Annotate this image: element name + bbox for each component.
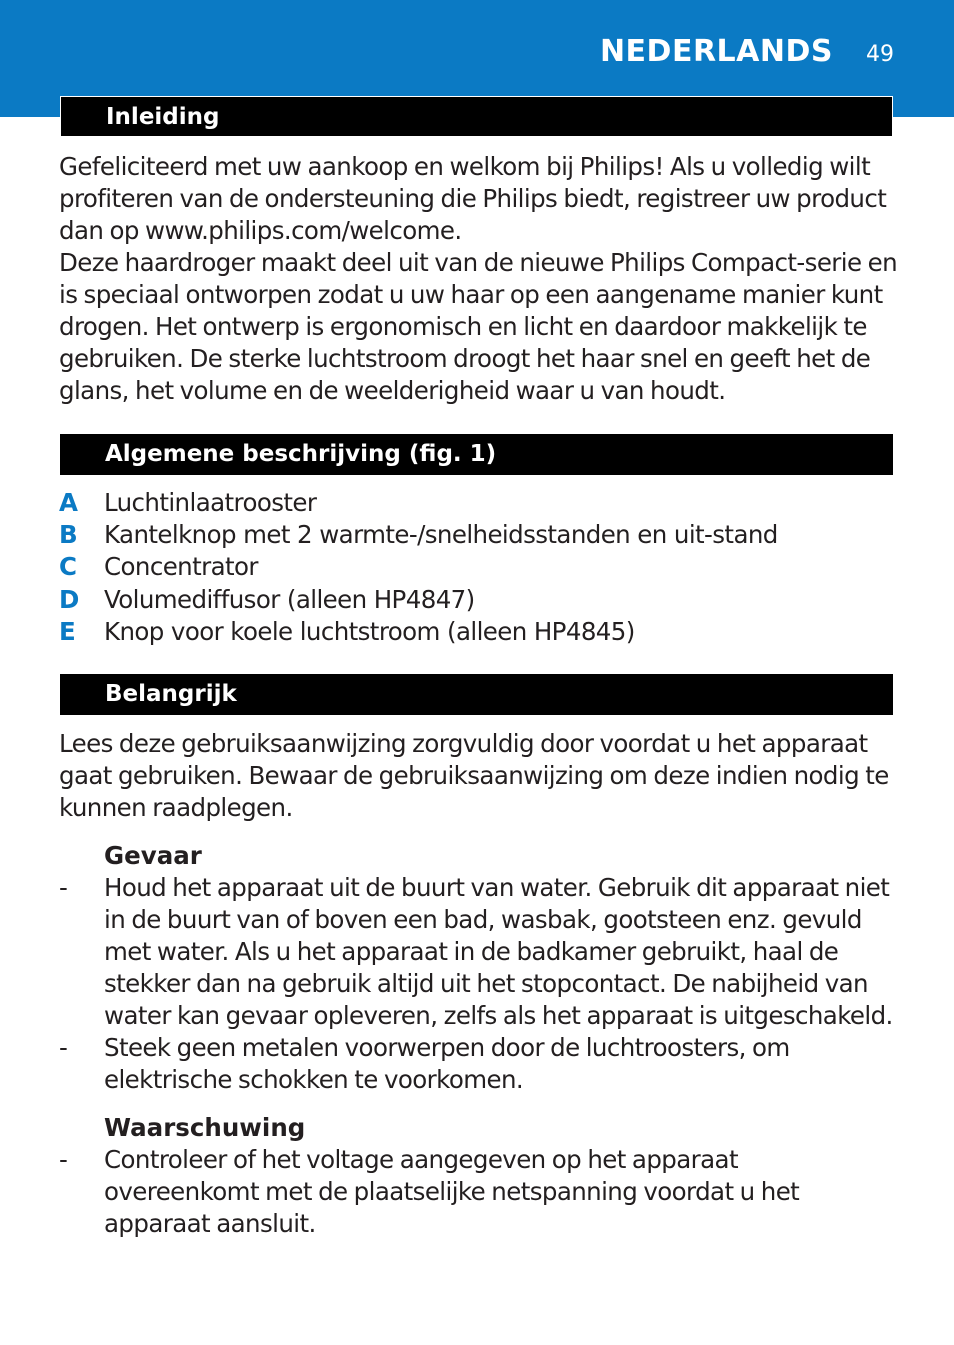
danger-heading: Gevaar [104, 841, 202, 870]
danger-item-text: Steek geen metalen voorwerpen door de luchtroosters, om elektrische schokken te voorkomen. [104, 1033, 790, 1094]
section-bar-important [60, 674, 893, 715]
language-title: NEDERLANDS [599, 34, 833, 69]
section-title-intro: Inleiding [106, 104, 220, 130]
list-text: Volumediffusor (alleen HP4847) [104, 584, 475, 614]
list-letter: A [59, 488, 78, 517]
list-letter: D [59, 584, 79, 614]
warning-heading: Waarschuwing [104, 1113, 306, 1142]
bullet-dash: - [59, 1145, 68, 1174]
danger-item [59, 1032, 899, 1096]
section-title-description: Algemene beschrijving (fig. 1) [105, 441, 497, 467]
danger-item [59, 872, 899, 1032]
warning-item-text: Controleer of het voltage aangegeven op het apparaat overeenkomt met de plaatselijke netspanning voordat u het apparaat aansluit. [104, 1145, 800, 1238]
section-bar-description [60, 434, 893, 475]
page-number: 49 [866, 42, 894, 67]
important-paragraph: Lees deze gebruiksaanwijzing zorgvuldig door voordat u het apparaat gaat gebruiken. Bewaar de gebruiksaanwijzing om deze indien nodig te kunnen raadplegen. [59, 729, 889, 822]
bullet-dash: - [59, 1033, 68, 1062]
list-item [59, 519, 899, 551]
parts-list [59, 487, 899, 648]
intro-paragraph-2: Deze haardroger maakt deel uit van de nieuwe Philips Compact-serie en is speciaal ontworpen zodat u uw haar op een aangename manier kunt drogen. Het ontwerp is ergonomisch en licht en daardoor makkelijk te gebruiken. De sterke luchtstroom droogt het haar snel en geeft het de glans, het volume en de weelderigheid waar u van houdt. [59, 248, 898, 405]
list-item [59, 487, 899, 519]
list-text: Knop voor koele luchtstroom (alleen HP4845) [104, 616, 635, 646]
bullet-dash: - [59, 873, 68, 902]
intro-paragraph-1: Gefeliciteerd met uw aankoop en welkom bij Philips! Als u volledig wilt profiteren van de ondersteuning die Philips biedt, registreer uw product dan op www.philips.com/welcome. [59, 152, 887, 245]
list-letter: E [59, 616, 76, 646]
list-item [59, 551, 899, 583]
warning-item [59, 1144, 899, 1240]
list-text: Luchtinlaatrooster [104, 488, 317, 517]
list-text: Concentrator [104, 552, 258, 582]
list-text: Kantelknop met 2 warmte-/snelheidsstanden en uit-stand [104, 520, 778, 550]
danger-item-text: Houd het apparaat uit de buurt van water. Gebruik dit apparaat niet in de buurt van of boven een bad, wasbak, gootsteen enz. gevuld met water. Als u het apparaat in de badkamer gebruikt, haal de stekker dan na gebruik altijd uit het stopcontact. De nabijheid van water kan gevaar opleveren, zelfs als het apparaat is uitgeschakeld. [104, 873, 893, 1030]
list-letter: B [59, 520, 78, 550]
list-letter: C [59, 552, 77, 582]
section-bar-intro [60, 96, 893, 137]
list-item [59, 584, 899, 616]
list-item [59, 616, 899, 648]
section-title-important: Belangrijk [105, 681, 237, 707]
